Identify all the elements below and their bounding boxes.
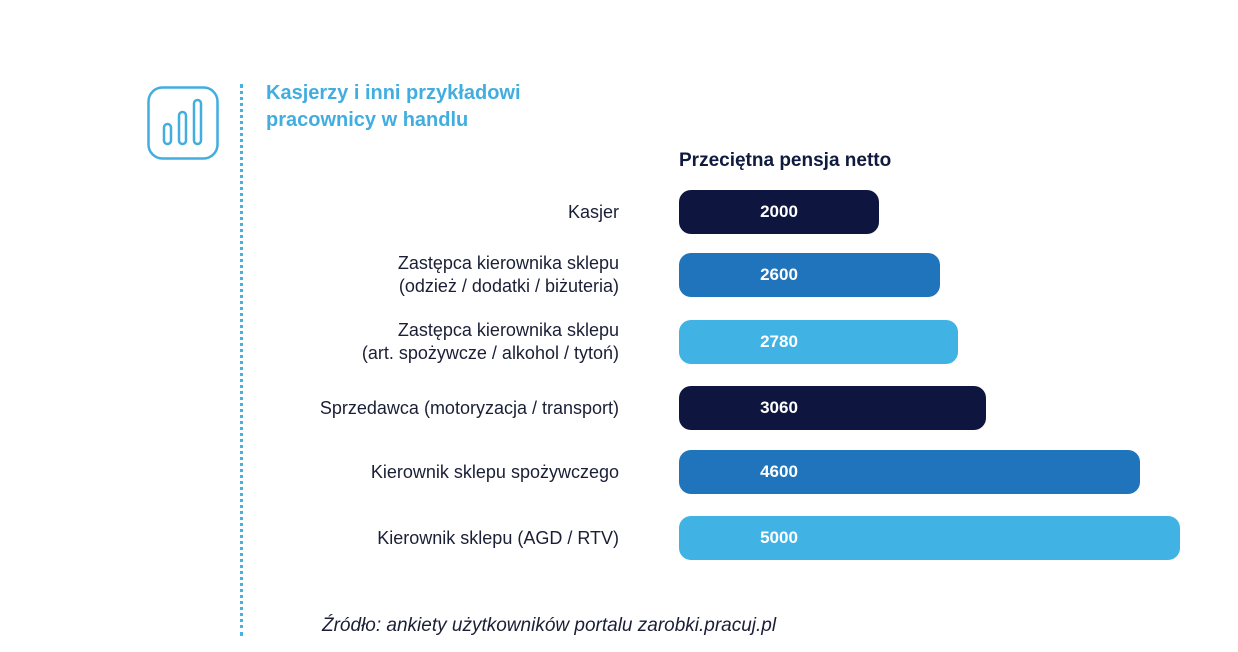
category-label-line: Kierownik sklepu spożywczego bbox=[370, 461, 619, 482]
chart-title: Kasjerzy i inni przykładowi pracownicy w handlu bbox=[266, 82, 521, 131]
category-label-line: Kierownik sklepu (AGD / RTV) bbox=[377, 527, 619, 548]
category-label bbox=[239, 201, 619, 224]
category-label-line: Zastępca kierownika sklepu bbox=[397, 253, 619, 273]
column-header: Przeciętna pensja netto bbox=[679, 150, 892, 171]
category-label bbox=[239, 527, 619, 550]
category-label-line: (art. spożywcze / alkohol / tytoń) bbox=[361, 343, 619, 363]
bar-value-label: 2600 bbox=[760, 265, 798, 284]
bar-value-label: 3060 bbox=[760, 398, 798, 417]
category-label-line: Zastępca kierownika sklepu bbox=[397, 320, 619, 340]
source-note: Źródło: ankiety użytkowników portalu zarobki.pracuj.pl bbox=[322, 615, 777, 636]
category-label-line: Sprzedawca (motoryzacja / transport) bbox=[319, 397, 619, 418]
category-label-line: (odzież / dodatki / biżuteria) bbox=[398, 276, 619, 296]
bar-value-label: 2000 bbox=[760, 202, 798, 221]
bar-value-label: 5000 bbox=[760, 528, 798, 547]
bar-value-label: 4600 bbox=[760, 462, 798, 481]
category-label bbox=[239, 397, 619, 420]
category-label bbox=[239, 461, 619, 484]
category-label-line: Kasjer bbox=[567, 201, 619, 222]
category-label bbox=[239, 319, 619, 365]
category-label bbox=[239, 252, 619, 298]
bar-value-label: 2780 bbox=[760, 332, 798, 351]
